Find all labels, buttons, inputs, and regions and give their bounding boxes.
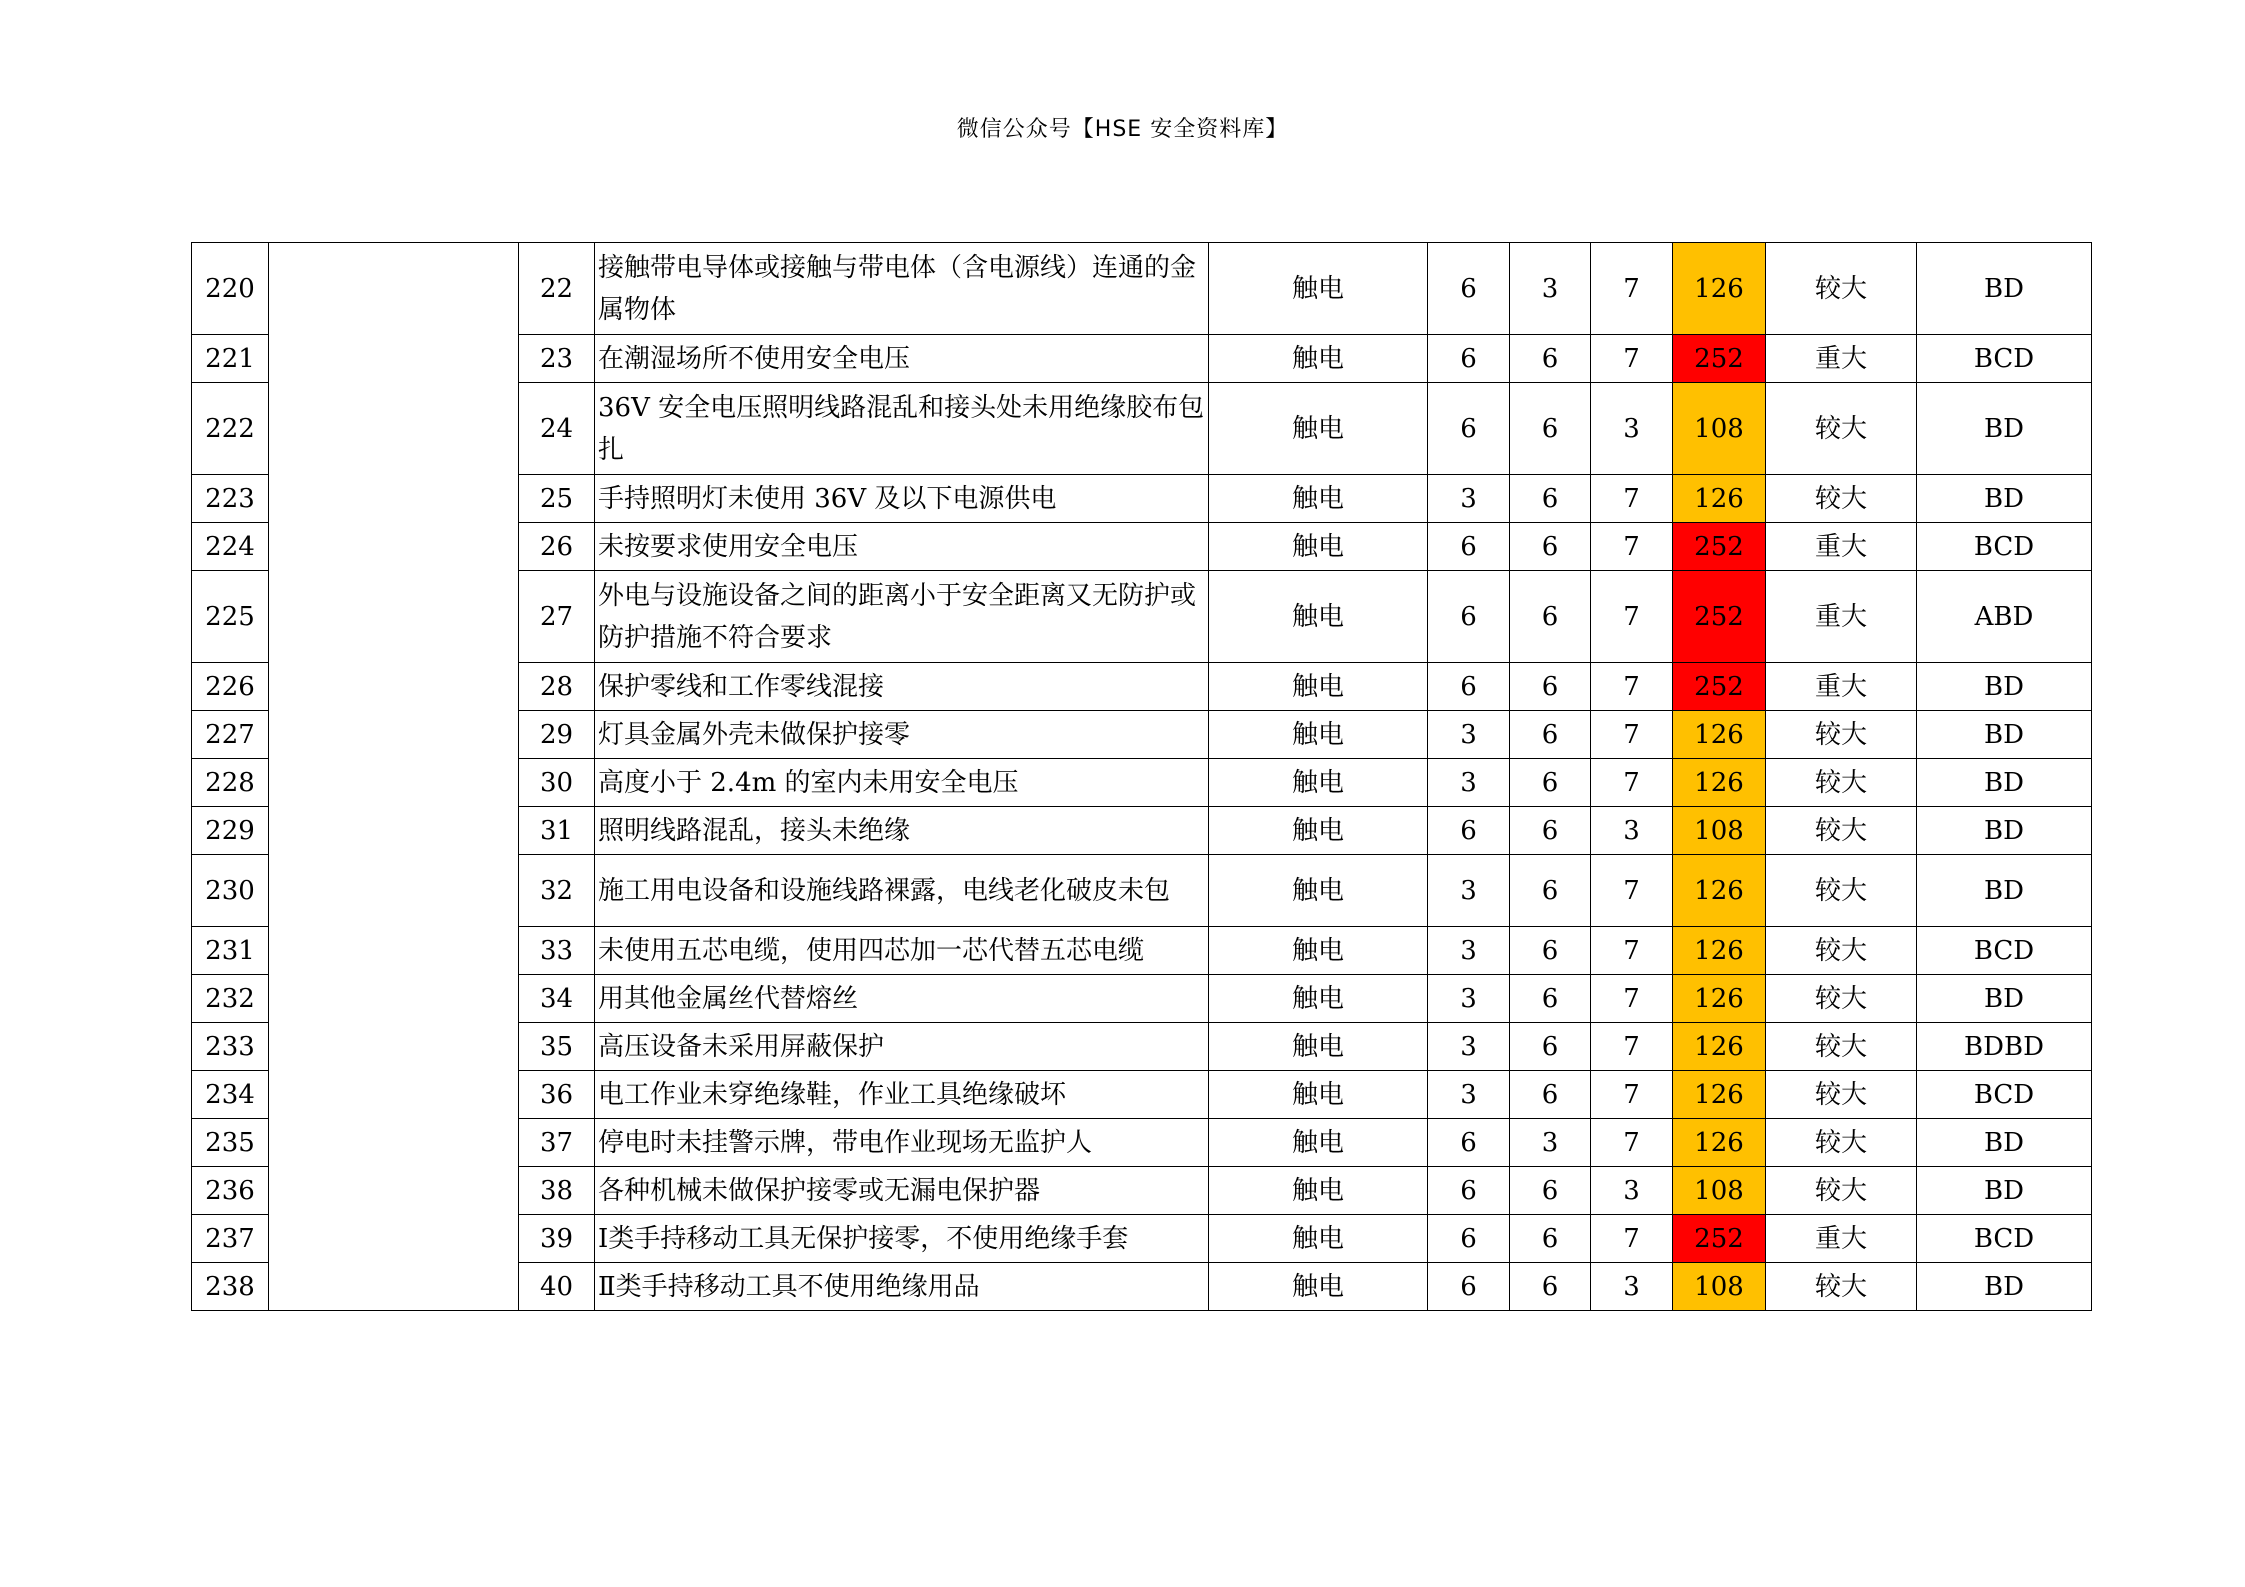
row-number-cell: 226 [192, 663, 269, 711]
sub-number-cell: 33 [519, 927, 595, 975]
hazard-description-cell: Ⅱ类手持移动工具不使用绝缘用品 [595, 1263, 1209, 1311]
likelihood-cell: 6 [1428, 807, 1510, 855]
sub-number-cell: 23 [519, 335, 595, 383]
risk-level-cell: 重大 [1766, 571, 1917, 663]
control-measures-cell: BD [1917, 383, 2092, 475]
control-measures-cell: BCD [1917, 335, 2092, 383]
hazard-description-cell: 施工用电设备和设施线路裸露，电线老化破皮未包 [595, 855, 1209, 927]
control-measures-cell: BCD [1917, 1215, 2092, 1263]
exposure-cell: 6 [1510, 571, 1591, 663]
risk-level-cell: 较大 [1766, 711, 1917, 759]
hazard-description-cell: 在潮湿场所不使用安全电压 [595, 335, 1209, 383]
risk-level-cell: 较大 [1766, 855, 1917, 927]
risk-level-cell: 较大 [1766, 759, 1917, 807]
likelihood-cell: 6 [1428, 663, 1510, 711]
likelihood-cell: 3 [1428, 711, 1510, 759]
consequence-cell: 7 [1591, 1215, 1673, 1263]
exposure-cell: 6 [1510, 927, 1591, 975]
exposure-cell: 3 [1510, 1119, 1591, 1167]
consequence-cell: 7 [1591, 927, 1673, 975]
exposure-cell: 6 [1510, 975, 1591, 1023]
risk-score-cell: 108 [1673, 1263, 1766, 1311]
hazard-description-cell: 照明线路混乱，接头未绝缘 [595, 807, 1209, 855]
consequence-cell: 7 [1591, 855, 1673, 927]
likelihood-cell: 6 [1428, 243, 1510, 335]
risk-score-cell: 108 [1673, 807, 1766, 855]
consequence-cell: 3 [1591, 1167, 1673, 1215]
consequence-cell: 3 [1591, 807, 1673, 855]
risk-score-cell: 126 [1673, 927, 1766, 975]
risk-score-cell: 126 [1673, 975, 1766, 1023]
exposure-cell: 6 [1510, 855, 1591, 927]
consequence-cell: 7 [1591, 663, 1673, 711]
hazard-description-cell: 灯具金属外壳未做保护接零 [595, 711, 1209, 759]
sub-number-cell: 22 [519, 243, 595, 335]
accident-type-cell: 触电 [1209, 1119, 1428, 1167]
likelihood-cell: 6 [1428, 1119, 1510, 1167]
risk-score-cell: 126 [1673, 475, 1766, 523]
sub-number-cell: 27 [519, 571, 595, 663]
risk-assessment-table [191, 242, 2092, 1311]
sub-number-cell: 25 [519, 475, 595, 523]
risk-score-cell: 126 [1673, 855, 1766, 927]
control-measures-cell: BD [1917, 855, 2092, 927]
row-number-cell: 229 [192, 807, 269, 855]
hazard-description-cell: 停电时未挂警示牌，带电作业现场无监护人 [595, 1119, 1209, 1167]
exposure-cell: 6 [1510, 711, 1591, 759]
consequence-cell: 7 [1591, 335, 1673, 383]
hazard-description-cell: 未使用五芯电缆，使用四芯加一芯代替五芯电缆 [595, 927, 1209, 975]
control-measures-cell: BD [1917, 1263, 2092, 1311]
likelihood-cell: 3 [1428, 1071, 1510, 1119]
row-number-cell: 227 [192, 711, 269, 759]
accident-type-cell: 触电 [1209, 1263, 1428, 1311]
control-measures-cell: BD [1917, 1167, 2092, 1215]
page-header: 微信公众号【HSE 安全资料库】 [956, 117, 1289, 142]
control-measures-cell: BD [1917, 1119, 2092, 1167]
row-number-cell: 222 [192, 383, 269, 475]
likelihood-cell: 3 [1428, 975, 1510, 1023]
hazard-description-cell: 用其他金属丝代替熔丝 [595, 975, 1209, 1023]
exposure-cell: 6 [1510, 475, 1591, 523]
risk-level-cell: 重大 [1766, 663, 1917, 711]
risk-score-cell: 252 [1673, 1215, 1766, 1263]
sub-number-cell: 32 [519, 855, 595, 927]
risk-score-cell: 126 [1673, 711, 1766, 759]
control-measures-cell: BD [1917, 711, 2092, 759]
likelihood-cell: 3 [1428, 855, 1510, 927]
exposure-cell: 6 [1510, 759, 1591, 807]
accident-type-cell: 触电 [1209, 1167, 1428, 1215]
control-measures-cell: BD [1917, 807, 2092, 855]
sub-number-cell: 34 [519, 975, 595, 1023]
consequence-cell: 7 [1591, 1071, 1673, 1119]
sub-number-cell: 40 [519, 1263, 595, 1311]
risk-score-cell: 252 [1673, 523, 1766, 571]
row-number-cell: 220 [192, 243, 269, 335]
risk-level-cell: 较大 [1766, 1071, 1917, 1119]
risk-level-cell: 重大 [1766, 523, 1917, 571]
exposure-cell: 6 [1510, 1071, 1591, 1119]
consequence-cell: 7 [1591, 243, 1673, 335]
hazard-description-cell: 未按要求使用安全电压 [595, 523, 1209, 571]
accident-type-cell: 触电 [1209, 475, 1428, 523]
accident-type-cell: 触电 [1209, 663, 1428, 711]
sub-number-cell: 39 [519, 1215, 595, 1263]
accident-type-cell: 触电 [1209, 571, 1428, 663]
row-number-cell: 233 [192, 1023, 269, 1071]
control-measures-cell: BCD [1917, 523, 2092, 571]
accident-type-cell: 触电 [1209, 1215, 1428, 1263]
likelihood-cell: 3 [1428, 1023, 1510, 1071]
consequence-cell: 7 [1591, 975, 1673, 1023]
accident-type-cell: 触电 [1209, 975, 1428, 1023]
sub-number-cell: 28 [519, 663, 595, 711]
likelihood-cell: 6 [1428, 523, 1510, 571]
accident-type-cell: 触电 [1209, 807, 1428, 855]
likelihood-cell: 6 [1428, 335, 1510, 383]
sub-number-cell: 26 [519, 523, 595, 571]
consequence-cell: 7 [1591, 523, 1673, 571]
risk-score-cell: 252 [1673, 571, 1766, 663]
accident-type-cell: 触电 [1209, 855, 1428, 927]
row-number-cell: 230 [192, 855, 269, 927]
likelihood-cell: 6 [1428, 1215, 1510, 1263]
accident-type-cell: 触电 [1209, 759, 1428, 807]
control-measures-cell: BCD [1917, 927, 2092, 975]
row-number-cell: 228 [192, 759, 269, 807]
hazard-description-cell: 电工作业未穿绝缘鞋，作业工具绝缘破坏 [595, 1071, 1209, 1119]
risk-level-cell: 较大 [1766, 1023, 1917, 1071]
row-number-cell: 238 [192, 1263, 269, 1311]
hazard-description-cell: 手持照明灯未使用 36V 及以下电源供电 [595, 475, 1209, 523]
risk-score-cell: 126 [1673, 243, 1766, 335]
sub-number-cell: 29 [519, 711, 595, 759]
exposure-cell: 6 [1510, 335, 1591, 383]
hazard-description-cell: 外电与设施设备之间的距离小于安全距离又无防护或防护措施不符合要求 [595, 571, 1209, 663]
risk-level-cell: 较大 [1766, 927, 1917, 975]
consequence-cell: 7 [1591, 711, 1673, 759]
consequence-cell: 7 [1591, 759, 1673, 807]
row-number-cell: 237 [192, 1215, 269, 1263]
risk-level-cell: 较大 [1766, 243, 1917, 335]
risk-level-cell: 较大 [1766, 475, 1917, 523]
risk-level-cell: 重大 [1766, 335, 1917, 383]
risk-level-cell: 较大 [1766, 383, 1917, 475]
likelihood-cell: 6 [1428, 383, 1510, 475]
consequence-cell: 7 [1591, 571, 1673, 663]
control-measures-cell: BD [1917, 243, 2092, 335]
accident-type-cell: 触电 [1209, 523, 1428, 571]
consequence-cell: 7 [1591, 1119, 1673, 1167]
row-number-cell: 224 [192, 523, 269, 571]
row-number-cell: 232 [192, 975, 269, 1023]
hazard-description-cell: 接触带电导体或接触与带电体（含电源线）连通的金属物体 [595, 243, 1209, 335]
hazard-description-cell: 高度小于 2.4m 的室内未用安全电压 [595, 759, 1209, 807]
exposure-cell: 3 [1510, 243, 1591, 335]
accident-type-cell: 触电 [1209, 927, 1428, 975]
hazard-description-cell: Ⅰ类手持移动工具无保护接零，不使用绝缘手套 [595, 1215, 1209, 1263]
control-measures-cell: ABD [1917, 571, 2092, 663]
likelihood-cell: 3 [1428, 475, 1510, 523]
exposure-cell: 6 [1510, 807, 1591, 855]
risk-score-cell: 252 [1673, 335, 1766, 383]
sub-number-cell: 36 [519, 1071, 595, 1119]
hazard-description-cell: 高压设备未采用屏蔽保护 [595, 1023, 1209, 1071]
consequence-cell: 3 [1591, 383, 1673, 475]
risk-level-cell: 较大 [1766, 807, 1917, 855]
accident-type-cell: 触电 [1209, 335, 1428, 383]
risk-level-cell: 重大 [1766, 1215, 1917, 1263]
likelihood-cell: 6 [1428, 571, 1510, 663]
hazard-description-cell: 36V 安全电压照明线路混乱和接头处未用绝缘胶布包扎 [595, 383, 1209, 475]
sub-number-cell: 24 [519, 383, 595, 475]
exposure-cell: 6 [1510, 663, 1591, 711]
sub-number-cell: 31 [519, 807, 595, 855]
hazard-description-cell: 各种机械未做保护接零或无漏电保护器 [595, 1167, 1209, 1215]
risk-score-cell: 126 [1673, 1119, 1766, 1167]
row-number-cell: 221 [192, 335, 269, 383]
consequence-cell: 7 [1591, 475, 1673, 523]
likelihood-cell: 3 [1428, 759, 1510, 807]
control-measures-cell: BD [1917, 663, 2092, 711]
exposure-cell: 6 [1510, 523, 1591, 571]
table-row [192, 243, 2092, 335]
risk-score-cell: 126 [1673, 1071, 1766, 1119]
risk-score-cell: 126 [1673, 759, 1766, 807]
hazard-description-cell: 保护零线和工作零线混接 [595, 663, 1209, 711]
control-measures-cell: BDBD [1917, 1023, 2092, 1071]
likelihood-cell: 6 [1428, 1167, 1510, 1215]
control-measures-cell: BCD [1917, 1071, 2092, 1119]
likelihood-cell: 6 [1428, 1263, 1510, 1311]
risk-score-cell: 108 [1673, 383, 1766, 475]
exposure-cell: 6 [1510, 1167, 1591, 1215]
risk-level-cell: 较大 [1766, 1167, 1917, 1215]
control-measures-cell: BD [1917, 975, 2092, 1023]
accident-type-cell: 触电 [1209, 711, 1428, 759]
consequence-cell: 3 [1591, 1263, 1673, 1311]
row-number-cell: 236 [192, 1167, 269, 1215]
control-measures-cell: BD [1917, 475, 2092, 523]
accident-type-cell: 触电 [1209, 383, 1428, 475]
risk-score-cell: 252 [1673, 663, 1766, 711]
risk-score-cell: 126 [1673, 1023, 1766, 1071]
risk-level-cell: 较大 [1766, 1263, 1917, 1311]
exposure-cell: 6 [1510, 1263, 1591, 1311]
sub-number-cell: 35 [519, 1023, 595, 1071]
row-number-cell: 235 [192, 1119, 269, 1167]
accident-type-cell: 触电 [1209, 1071, 1428, 1119]
row-number-cell: 225 [192, 571, 269, 663]
consequence-cell: 7 [1591, 1023, 1673, 1071]
risk-score-cell: 108 [1673, 1167, 1766, 1215]
row-number-cell: 231 [192, 927, 269, 975]
control-measures-cell: BD [1917, 759, 2092, 807]
sub-number-cell: 30 [519, 759, 595, 807]
accident-type-cell: 触电 [1209, 243, 1428, 335]
sub-number-cell: 37 [519, 1119, 595, 1167]
exposure-cell: 6 [1510, 383, 1591, 475]
risk-level-cell: 较大 [1766, 1119, 1917, 1167]
risk-level-cell: 较大 [1766, 975, 1917, 1023]
exposure-cell: 6 [1510, 1215, 1591, 1263]
accident-type-cell: 触电 [1209, 1023, 1428, 1071]
category-cell [269, 243, 519, 1311]
likelihood-cell: 3 [1428, 927, 1510, 975]
row-number-cell: 234 [192, 1071, 269, 1119]
row-number-cell: 223 [192, 475, 269, 523]
exposure-cell: 6 [1510, 1023, 1591, 1071]
sub-number-cell: 38 [519, 1167, 595, 1215]
